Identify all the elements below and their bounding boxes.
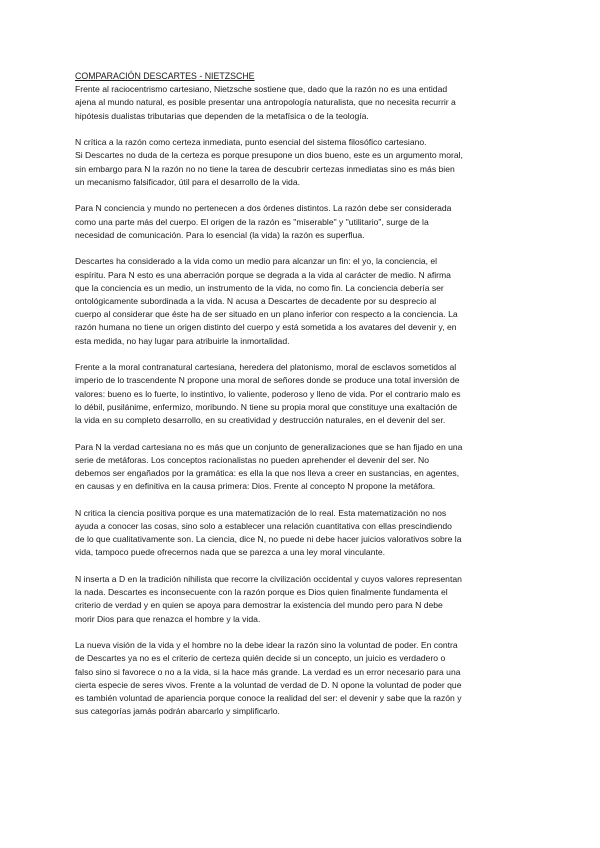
text-line: Descartes ha considerado a la vida como un medio para alcanzar un fin: el yo, la conciencia, el	[75, 256, 438, 267]
text-line: cuerpo al considerar que éste ha de ser situado en un plano inferior con respecto a la conciencia. La	[75, 309, 458, 320]
text-line: sus categorías jamás podrán abarcarlo y simplificarlo.	[75, 706, 280, 717]
paragraph	[75, 202, 531, 242]
text-line: Para N la verdad cartesiana no es más que un conjunto de generalizaciones que se han fijado en una	[75, 441, 463, 452]
text-line: ayuda a conocer las cosas, sino solo a establecer una relación cuantitativa con ellas prescindiendo	[75, 521, 452, 532]
text-line: cierta especie de seres vivos. Frente a la voluntad de verdad de D. N opone la voluntad de poder que	[75, 679, 462, 690]
text-line: N crítica a la razón como certeza inmediata, punto esencial del sistema filosófico cartesiano.	[75, 137, 427, 148]
paragraph	[75, 136, 531, 189]
text-line: la vida en su completo desarrollo, en su creatividad y destrucción naturales, en el devenir del ser.	[75, 415, 446, 426]
paragraph	[75, 83, 531, 123]
text-line: en causas y en definitiva en la causa primera: Dios. Frente al concepto N propone la metáfora.	[75, 481, 436, 492]
text-line: sin embargo para N la razón no no tiene la tarea de descubrir certezas inmediatas sino es más bien	[75, 163, 455, 174]
text-line: imperio de lo trascendente N propone una moral de señores donde se produce una total inversión de	[75, 375, 460, 386]
text-line: morir Dios para que renazca el hombre y la vida.	[75, 613, 261, 624]
text-line: Frente al raciocentrismo cartesiano, Nietzsche sostiene que, dado que la razón no es una entidad	[75, 84, 448, 95]
paragraph	[75, 255, 531, 347]
text-line: N inserta a D en la tradición nihilista que recorre la civilización occidental y cuyos valores representan	[75, 574, 462, 585]
text-line: ontológicamente subordinada a la vida. N acusa a Descartes de decadente por su desprecio al	[75, 296, 437, 307]
text-line: espíritu. Para N esto es una aberración porque se degrada a la vida al carácter de medio. N afirma	[75, 269, 451, 280]
paragraph	[75, 573, 531, 626]
text-line: La nueva visión de la vida y el hombre no la debe idear la razón sino la voluntad de poder. En contra	[75, 640, 458, 651]
text-line: es también voluntad de apariencia porque conoce la realidad del ser: el devenir y sabe que la razón y	[75, 693, 462, 704]
document-title: COMPARACIÓN DESCARTES - NIETZSCHE	[75, 71, 255, 81]
paragraph	[75, 361, 531, 427]
text-line: debemos ser engañados por la gramática: es ella la que nos lleva a creer en sustancias, en agentes,	[75, 468, 460, 479]
paragraph	[75, 639, 531, 718]
text-line: lo débil, pusilánime, enfermizo, moribundo. N tiene su propia moral que constituye una exaltación de	[75, 401, 458, 412]
text-line: falso sino si favorece o no a la vida, si la hace más grande. La verdad es un error necesario para una	[75, 666, 461, 677]
text-line: Para N conciencia y mundo no pertenecen a dos órdenes distintos. La razón debe ser considerada	[75, 203, 452, 214]
text-line: un mecanismo falsificador, útil para el desarrollo de la vida.	[75, 176, 300, 187]
text-line: como una parte más del cuerpo. El origen de la razón es "miserable" y "utilitario", surge de la	[75, 216, 429, 227]
text-line: de Descartes ya no es el criterio de certeza quién decide si un concepto, un juicio es verdadero o	[75, 653, 446, 664]
text-line: N critica la ciencia positiva porque es una matematización de lo real. Esta matematización no nos	[75, 507, 447, 518]
document-page	[75, 70, 531, 732]
paragraph	[75, 441, 531, 494]
text-line: hipótesis dualistas tributarias que dependen de la metafísica o de la teología.	[75, 110, 369, 121]
text-line: ajena al mundo natural, es posible presentar una antropología naturalista, que no necesita recurrir a	[75, 97, 456, 108]
text-line: vida, tampoco puede ofrecernos nada que se parezca a una ley moral vinculante.	[75, 547, 386, 558]
paragraph	[75, 507, 531, 560]
text-line: valores: bueno es lo fuerte, lo instintivo, lo valiente, poderoso y lleno de vida. Por el contrario malo es	[75, 388, 461, 399]
text-line: razón humana no tiene un origen distinto del cuerpo y está sometida a los avatares del devenir y, en	[75, 322, 457, 333]
text-line: de lo que cualitativamente son. La ciencia, dice N, no puede ni debe hacer juicios valorativos sobre la	[75, 534, 462, 545]
text-line: necesidad de comunicación. Para lo esencial (la vida) la razón es superflua.	[75, 229, 365, 240]
text-line: serie de metáforas. Los conceptos racionalistas no pueden aprehender el devenir del ser. No	[75, 454, 429, 465]
text-line: que la conciencia es un medio, un instrumento de la vida, no como fin. La conciencia debería ser	[75, 282, 444, 293]
text-line: la nada. Descartes es inconsecuente con la razón porque es Dios quien finalmente fundamenta el	[75, 587, 448, 598]
text-line: Si Descartes no duda de la certeza es porque presupone un dios bueno, este es un argumento moral,	[75, 150, 463, 161]
document-body	[75, 83, 531, 718]
text-line: Frente a la moral contranatural cartesiana, heredera del platonismo, moral de esclavos sometidos al	[75, 362, 457, 373]
text-line: esta medida, no hay lugar para atribuirle la inmortalidad.	[75, 335, 290, 346]
text-line: criterio de verdad y en quien se apoya para demostrar la existencia del mundo pero para N debe	[75, 600, 443, 611]
